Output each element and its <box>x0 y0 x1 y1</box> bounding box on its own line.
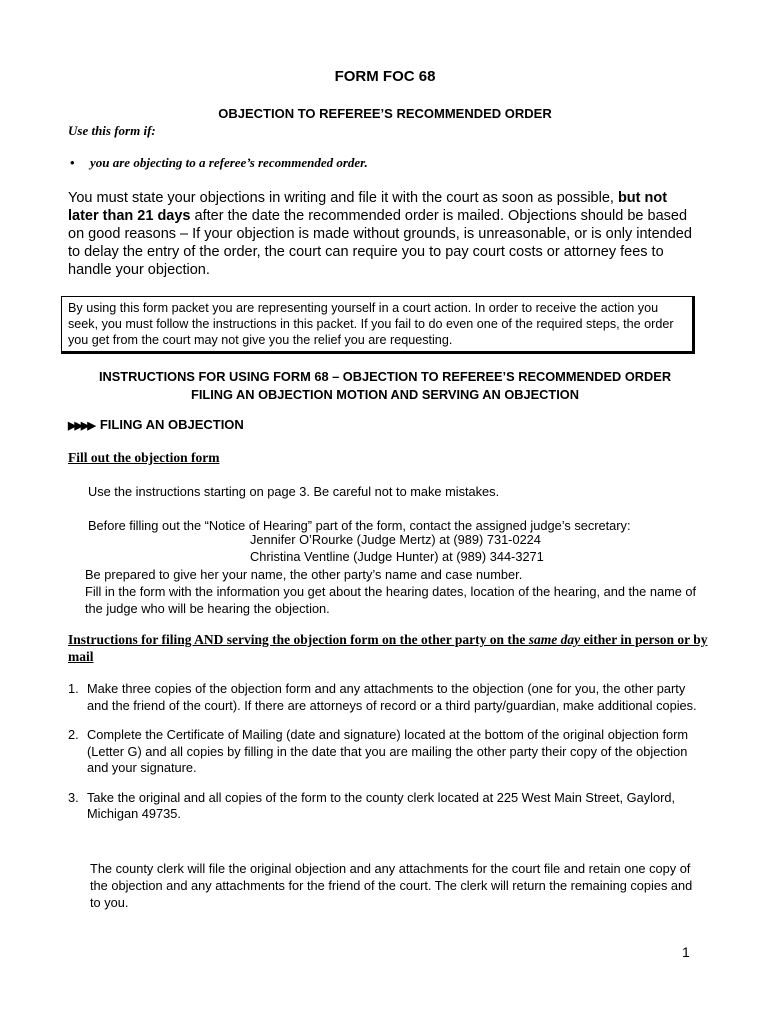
notice-box: By using this form packet you are representing yourself in a court action. In order to receive the action you seek, you must follow the instructions in this packet. If you fail to do even one of the required steps, the order you get from the court may not give you the relief you are requesting. <box>61 296 695 354</box>
intro-part1: You must state your objections in writing and file it with the court as soon as possible, <box>68 190 618 206</box>
filing-heading-text: FILING AN OBJECTION <box>99 417 244 432</box>
use-form-if-label: Use this form if: <box>68 123 156 138</box>
fill-out-heading: Fill out the objection form <box>68 450 220 465</box>
serving-heading-emphasis: same day <box>528 632 581 647</box>
fill-in-text: Fill in the form with the information you get about the hearing dates, location of the hearing, and the name of the judge who will be hearing the objection. <box>85 584 697 616</box>
before-filling-text: Before filling out the “Notice of Hearing” part of the form, contact the assigned judge’s secretary: <box>88 518 631 533</box>
double-arrow-icon: ▶▶▶▶ <box>68 420 94 432</box>
serving-heading-part1: Instructions for filing AND serving the objection form on the other party on the <box>68 632 529 647</box>
prepare-notes <box>85 566 705 617</box>
instructions-line2: FILING AN OBJECTION MOTION AND SERVING AN OBJECTION <box>191 387 579 402</box>
filing-heading <box>68 417 244 432</box>
steps-list <box>68 681 708 836</box>
intro-part2: after the date the recommended order is mailed. Objections should be based on good reasons – If your objection is made without grounds, is unreasonable, or is only intended to delay the entry of the order, the court can require you to pay court costs or attorney fees to handle your objection. <box>68 208 692 278</box>
bullet-dot-icon: • <box>70 155 75 170</box>
step-text: Complete the Certificate of Mailing (date and signature) located at the bottom of the original objection form (Letter G) and all copies by filling in the date that you are mailing the other party their copy of the objection and your signature. <box>87 727 689 775</box>
serving-heading-part2: either in person or by mail <box>68 632 708 664</box>
form-subtitle: OBJECTION TO REFEREE’S RECOMMENDED ORDER <box>218 106 552 121</box>
list-item <box>68 790 708 823</box>
step-text: Make three copies of the objection form and any attachments to the objection (one for you, the other party and the friend of the court). If there are attorneys of record or a third party/guardian, make additional copies. <box>87 681 697 713</box>
step-text: Take the original and all copies of the form to the county clerk located at 225 West Main Street, Gaylord, Michigan 49735. <box>87 789 676 821</box>
page-number: 1 <box>682 944 690 960</box>
step-number: 1. <box>68 681 79 696</box>
intro-paragraph <box>68 189 698 279</box>
list-item <box>68 727 708 777</box>
prepared-text: Be prepared to give her your name, the other party’s name and case number. <box>85 567 523 582</box>
use-instructions-text: Use the instructions starting on page 3. Be careful not to make mistakes. <box>88 484 500 499</box>
step-number: 2. <box>68 727 79 742</box>
contact-secretary-2: Christina Ventline (Judge Hunter) at (989) 344-3271 <box>250 549 544 564</box>
contact-secretary-1: Jennifer O’Rourke (Judge Mertz) at (989) 731-0224 <box>250 532 541 547</box>
form-title: FORM FOC 68 <box>334 68 436 85</box>
clerk-note: The county clerk will file the original objection and any attachments for the court file and retain one copy of the objection and any attachments for the friend of the court. The clerk will return the remaining copies and to you. <box>90 861 693 910</box>
intro-deadline: but not later than 21 days <box>68 190 668 224</box>
instructions-heading <box>0 368 770 404</box>
serving-heading <box>68 631 708 665</box>
bullet-text: you are objecting to a referee’s recommended order. <box>90 155 368 170</box>
list-item <box>68 681 708 714</box>
bullet-item <box>70 155 368 171</box>
instructions-line1: INSTRUCTIONS FOR USING FORM 68 – OBJECTION TO REFEREE’S RECOMMENDED ORDER <box>98 369 672 384</box>
step-number: 3. <box>68 789 79 805</box>
